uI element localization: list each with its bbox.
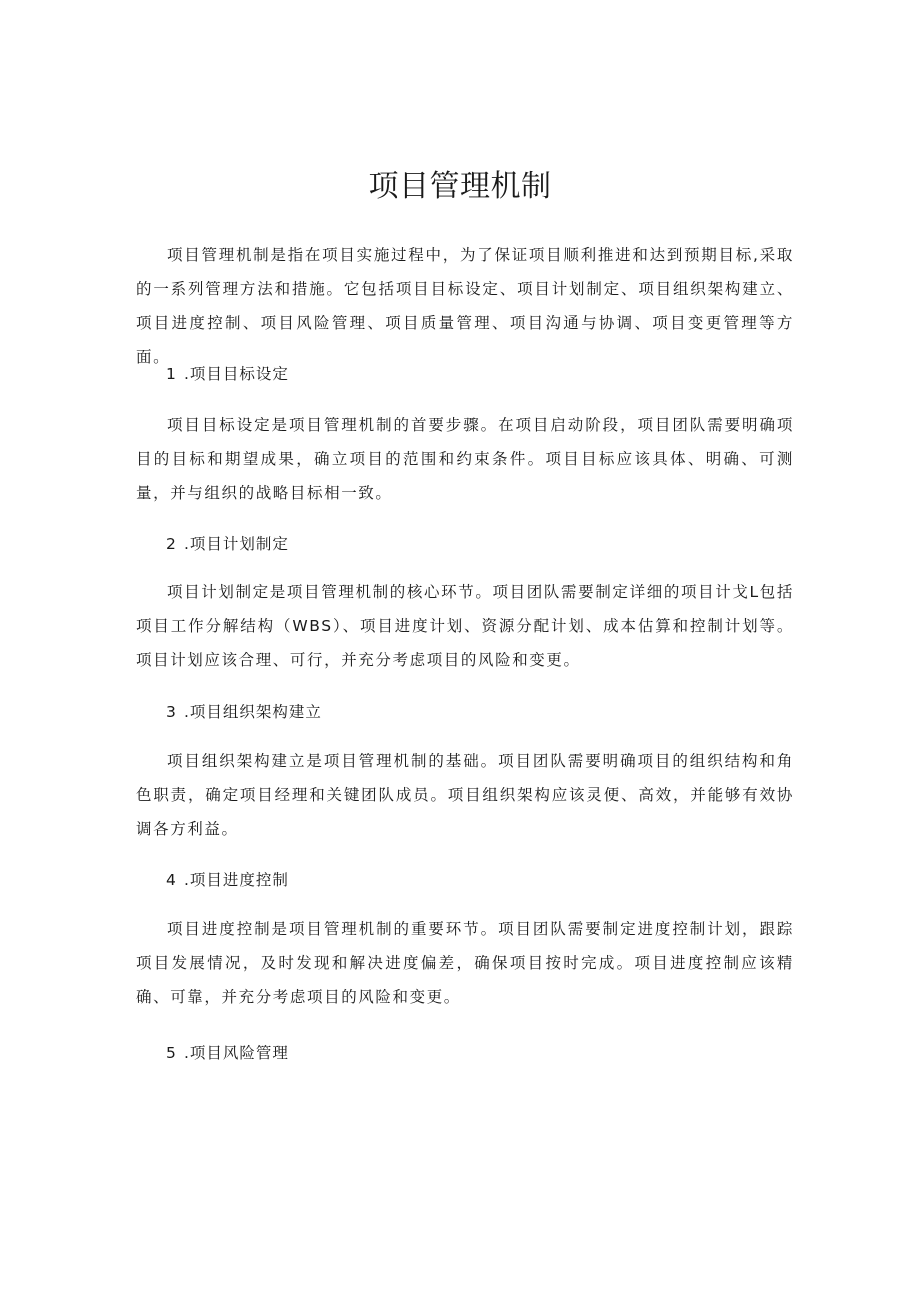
section-3-body: 项目组织架构建立是项目管理机制的基础。项目团队需要明确项目的组织结构和角色职责，确定项目经理和关键团队成员。项目组织架构应该灵便、高效，并能够有效协调各方利益。 (136, 752, 794, 838)
section-1-title: .项目目标设定 (184, 365, 289, 383)
section-2-number: 2 (166, 535, 177, 553)
section-1-body: 项目目标设定是项目管理机制的首要步骤。在项目启动阶段，项目团队需要明确项目的目标和期望成果，确立项目的范围和约束条件。项目目标应该具体、明确、可测量，并与组织的战略目标相一致。 (136, 416, 794, 502)
section-4-number: 4 (166, 871, 177, 889)
section-5-title: .项目风险管理 (184, 1044, 289, 1062)
section-2-body: 项目计划制定是项目管理机制的核心环节。项目团队需要制定详细的项目计戈L包括项目工作分解结构（WBS）、项目进度计划、资源分配计划、成本估算和控制计划等。项目计划应该合理、可行，并充分考虑项目的风险和变更。 (136, 583, 794, 669)
intro-paragraph: 项目管理机制是指在项目实施过程中，为了保证项目顺利推进和达到预期目标,采取的一系列管理方法和措施。它包括项目目标设定、项目计划制定、项目组织架构建立、项目进度控制、项目风险管理、项目质量管理、项目沟通与协调、项目变更管理等方面。 (136, 246, 794, 366)
section-4-heading (166, 865, 289, 895)
section-1-number: 1 (166, 365, 177, 383)
document-title: 项目管理机制 (368, 169, 552, 204)
section-1-heading (166, 359, 289, 389)
section-3-heading (166, 697, 322, 727)
section-3-number: 3 (166, 703, 177, 721)
section-3-title: .项目组织架构建立 (184, 703, 322, 721)
section-2-title: .项目计划制定 (184, 535, 289, 553)
section-2-heading (166, 529, 289, 559)
section-4-body: 项目进度控制是项目管理机制的重要环节。项目团队需要制定进度控制计划，跟踪项目发展情况，及时发现和解决进度偏差，确保项目按时完成。项目进度控制应该精确、可靠，并充分考虑项目的风险和变更。 (136, 920, 794, 1006)
section-4-title: .项目进度控制 (184, 871, 289, 889)
section-5-heading (166, 1038, 289, 1068)
section-5-number: 5 (166, 1044, 177, 1062)
